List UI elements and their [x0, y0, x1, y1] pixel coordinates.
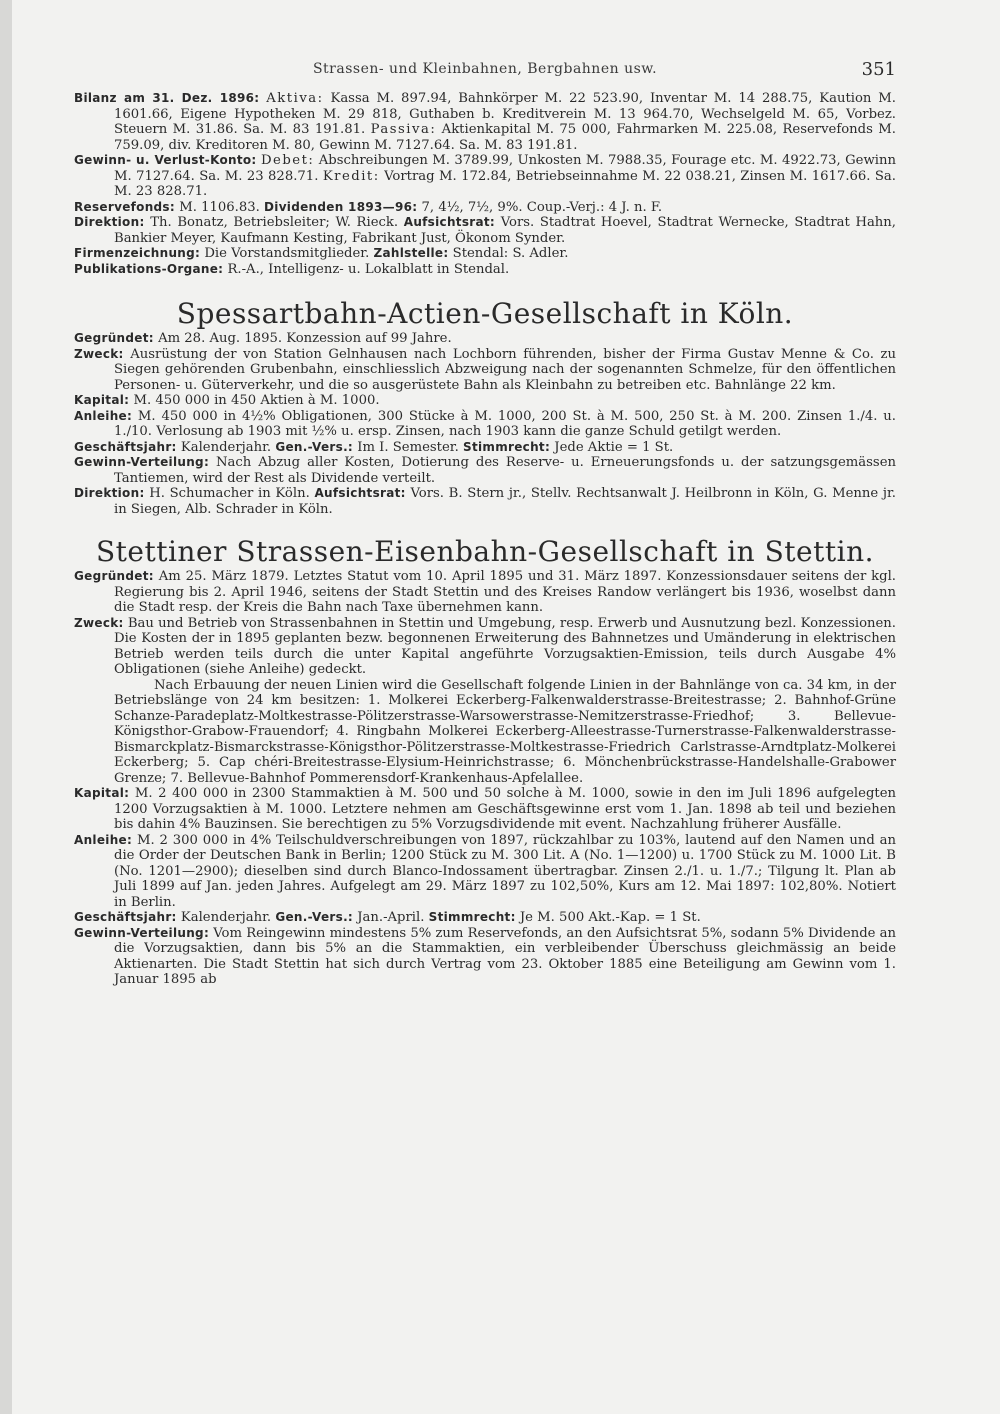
anleihe-text: M. 2 300 000 in 4% Teilschuldverschreibungen von 1897, rückzahlbar zu 103%, lautend auf den Namen und an die Order der Deutschen Bank in Berlin; 1200 Stück zu M. 300 Lit. A (No. 1—1200) u. 1700 Stück zu M. 1000 Lit. B (No. 1201—2900); dieselben sind durch Blanco-Indossament übertragbar. Zinsen 2./1. u. 1./7.; Tilgung lt. Plan ab Juli 1899 auf Jan. jeden Jahres. Aufgelegt am 29. März 1897 zu 102,50%, Kurs am 12. Mai 1897: 102,80%. Notiert in Berlin.: [114, 832, 896, 910]
gj-text: Kalenderjahr.: [180, 439, 272, 455]
stettin-kapital: [74, 786, 896, 833]
aufsichtsrat-label: Aufsichtsrat:: [403, 215, 496, 229]
dividenden-text: 7, 4½, 7½, 9%. Coup.-Verj.: 4 J. n. F.: [421, 199, 663, 215]
zweck-label: Zweck:: [74, 346, 124, 361]
spessart-kapital: [74, 393, 896, 409]
anleihe-label: Anleihe:: [74, 832, 133, 847]
firmen-text: Die Vorstandsmitglieder.: [204, 246, 370, 261]
stimmrecht-label: Stimmrecht:: [428, 910, 516, 924]
spessart-zweck: [74, 347, 896, 394]
kredit-text: Vortrag M. 172.84, Betriebseinnahme M. 22 038.21, Zinsen M. 1617.66. Sa. M. 23 828.71.: [114, 168, 896, 199]
gewinn-label: Gewinn-Verteilung:: [74, 455, 210, 469]
gj-label: Geschäftsjahr:: [74, 439, 177, 454]
anleihe-label: Anleihe:: [74, 408, 133, 423]
stimmrecht-text: Je M. 500 Akt.-Kap. = 1 St.: [519, 910, 701, 925]
gj-text: Kalenderjahr.: [180, 910, 272, 925]
spessart-gegruendet: [74, 331, 896, 347]
gegruendet-text: Am 25. März 1879. Letztes Statut vom 10. April 1895 und 31. März 1897. Konzessionsdauer seitens der kgl. Regierung bis 2. April 1946, seitens der Stadt Stettin und des Kreises Randow verlängert bis 1936, woselbst dann die Stadt resp. der Kreis die Bahn nach Taxe übernehmen kann.: [114, 569, 896, 615]
publikation-text: R.-A., Intelligenz- u. Lokalblatt in Stendal.: [227, 261, 510, 277]
firmen-label: Firmenzeichnung:: [74, 246, 201, 260]
gv-text: Im I. Semester.: [357, 439, 459, 455]
zweck-text: Ausrüstung der von Station Gelnhausen nach Lochborn führenden, bisher der Firma Gustav Menne & Co. zu Siegen gehörenden Grubenbahn, einschliesslich Abzweigung nach der sogenannten Schmelze, für den öffentlichen Personen- u. Güterverkehr, und die so ausgerüstete Bahn als Kleinbahn zu betreiben etc. Bahnlänge 22 km.: [114, 346, 896, 393]
gewinn-label: Gewinn-Verteilung:: [74, 925, 210, 940]
spessart-gewinn: [74, 455, 896, 486]
aktiva-label: Aktiva:: [266, 91, 324, 106]
aktiva-text: Kassa M. 897.94, Bahnkörper M. 22 523.90, Inventar M. 14 288.75, Kaution M. 1601.66, Eigene Hypotheken M. 29 818, Guthaben b. Kreditverein M. 13 964.70, Wechselgeld M. 65, Vorbez. Steuern M. 31.86. Sa. M. 83 191.81.: [114, 91, 896, 137]
spessart-anleihe: [74, 409, 896, 440]
zahlstelle-text: Stendal: S. Adler.: [452, 246, 569, 261]
bilanz-entry: [74, 91, 896, 153]
prev-company-section: [74, 91, 896, 277]
spessart-direktion: [74, 486, 896, 517]
spessart-geschaeftsjahr: [74, 440, 896, 456]
page-number: 351: [861, 59, 896, 80]
aufsichtsrat-label: Aufsichtsrat:: [314, 486, 406, 500]
zahlstelle-label: Zahlstelle:: [373, 246, 449, 260]
direktion-label: Direktion:: [74, 215, 145, 229]
gewinn-text: Vom Reingewinn mindestens 5% zum Reservefonds, an den Aufsichtsrat 5%, sodann 5% Dividende an die Vorzugsaktien, dann bis 5% an die Stammaktien, ein verbleibender Überschuss gleichmässig an beide Aktienarten. Die Stadt Stettin hat sich durch Vertrag vom 23. Oktober 1885 eine Beteiligung am Gewinn vom 1. Januar 1895 ab: [114, 925, 896, 987]
stimmrecht-text: Jede Aktie = 1 St.: [554, 439, 674, 455]
passiva-text: Aktienkapital M. 75 000, Fahrmarken M. 225.08, Reservefonds M. 759.09, div. Kreditoren M. 80, Gewinn M. 7127.64. Sa. M. 83 191.81.: [114, 122, 896, 153]
dividenden-label: Dividenden 1893—96:: [264, 199, 418, 214]
stettin-gegruendet: [74, 569, 896, 616]
stettin-lines-paragraph: Nach Erbauung der neuen Linien wird die Gesellschaft folgende Linien in der Bahnlänge von ca. 34 km, in der Betriebslänge von 24 km besitzen: 1. Molkerei Eckerberg-Falkenwalderstrasse-Breitestrasse; 2. Bahnhof-Grüne Schanze-Paradeplatz-Moltkestrasse-Pölitzerstrasse-Warsowerstrasse-Nemitzerstrasse-Friedhof; 3. Bellevue-Königsthor-Grabow-Frauendorf; 4. Ringbahn Molkerei Eckerberg-Alleestrasse-Turnerstrasse-Falkenwalderstrasse-Bismarckplatz-Bismarckstrasse-Königsthor-Pölitzerstrasse-Moltkestrasse-Friedrich Carlstrasse-Arndtplatz-Molkerei Eckerberg; 5. Cap chéri-Breitestrasse-Elysium-Heinrichstrasse; 6. Mönchenbrückstrasse-Handelshalle-Grabower Grenze; 7. Bellevue-Bahnhof Pommerensdorf-Krankenhaus-Apfelallee.: [114, 677, 896, 786]
gv-text: Jan.-April.: [357, 910, 425, 925]
running-title: Strassen- und Kleinbahnen, Bergbahnen usw.: [312, 61, 658, 77]
gv-label: Gen.-Vers.:: [275, 439, 354, 454]
reserve-text: M. 1106.83.: [179, 199, 260, 215]
kapital-text: M. 2 400 000 in 2300 Stammaktien à M. 500 und 50 solche à M. 1000, sowie in den im Juli 1896 aufgelegten 1200 Vorzugsaktien à M. 1000. Letztere nehmen am Geschäftsgewinne erst vom 1. Jan. 1898 ab teil und beziehen bis dahin 4% Bauzinsen. Sie berechtigen zu 5% Vorzugsdividende mit event. Nachzahlung früherer Ausfälle.: [114, 786, 896, 832]
debet-label: Debet:: [260, 153, 315, 168]
zweck-label: Zweck:: [74, 615, 124, 630]
page: [74, 55, 896, 988]
firmen-entry: [74, 246, 896, 262]
gv-konto-label: Gewinn- u. Verlust-Konto:: [74, 153, 257, 167]
bilanz-label: Bilanz am 31. Dez. 1896:: [74, 91, 260, 105]
direktion-entry: [74, 215, 896, 246]
anleihe-text: M. 450 000 in 4½% Obligationen, 300 Stücke à M. 1000, 200 St. à M. 500, 250 St. à M. 200. Zinsen 1./4. u. 1./10. Verlosung ab 1903 mit ½% u. ersp. Zinsen, nach 1903 kann die ganze Schuld getilgt werden.: [114, 408, 896, 439]
gegruendet-label: Gegründet:: [74, 569, 154, 583]
stettin-geschaeftsjahr: [74, 910, 896, 926]
kredit-label: Kredit:: [322, 168, 380, 184]
reserve-dividend-entry: [74, 200, 896, 216]
spessart-section: [74, 297, 896, 517]
kapital-label: Kapital:: [74, 393, 130, 407]
direktion-text: H. Schumacher in Köln.: [149, 486, 310, 501]
stettin-zweck: [74, 616, 896, 678]
gegruendet-text: Am 28. Aug. 1895. Konzession auf 99 Jahre.: [158, 331, 452, 346]
running-head: [74, 55, 896, 83]
stettin-anleihe: [74, 833, 896, 911]
gv-label: Gen.-Vers.:: [275, 910, 354, 924]
stettin-title: Stettiner Strassen-Eisenbahn-Gesellschaft in Stettin.: [95, 535, 875, 568]
zweck-text: Bau und Betrieb von Strassenbahnen in Stettin und Umgebung, resp. Erwerb und Ausnutzung bezl. Konzessionen. Die Kosten der in 1895 geplanten bezw. begonnenen Erweiterung des Bahnnetzes und Umänderung in elektrischen Betrieb werden teils durch die unter Kapital angeführte Vorzugsaktien-Emission, teils durch Ausgabe 4% Obligationen (siehe Anleihe) gedeckt.: [114, 615, 896, 677]
direktion-label: Direktion:: [74, 486, 145, 500]
page-edge-shadow: [0, 0, 12, 1414]
kapital-text: M. 450 000 in 450 Aktien à M. 1000.: [133, 393, 380, 408]
spessart-title: Spessartbahn-Actien-Gesellschaft in Köln.: [176, 297, 794, 330]
aufsichtsrat-text: Vors. Stadtrat Hoevel, Stadtrat Wernecke, Stadtrat Hahn, Bankier Meyer, Kaufmann Kesting, Fabrikant Just, Ökonom Synder.: [114, 215, 896, 246]
gegruendet-label: Gegründet:: [74, 331, 154, 345]
publikation-label: Publikations-Organe:: [74, 261, 224, 276]
gewinn-text: Nach Abzug aller Kosten, Dotierung des Reserve- u. Erneuerungsfonds u. der satzungsgemässen Tantiemen, wird der Rest als Dividende verteilt.: [114, 455, 896, 486]
direktion-text: Th. Bonatz, Betriebsleiter; W. Rieck.: [150, 215, 399, 230]
reserve-label: Reservefonds:: [74, 199, 175, 214]
publikation-entry: [74, 262, 896, 278]
stettin-section: [74, 535, 896, 988]
aufsichtsrat-text: Vors. B. Stern jr., Stellv. Rechtsanwalt J. Heilbronn in Köln, G. Menne jr. in Siegen, Alb. Schrader in Köln.: [114, 486, 896, 517]
debet-text: Abschreibungen M. 3789.99, Unkosten M. 7988.35, Fourage etc. M. 4922.73, Gewinn M. 7127.64. Sa. M. 23 828.71.: [114, 153, 896, 184]
passiva-label: Passiva:: [370, 122, 437, 137]
stimmrecht-label: Stimmrecht:: [463, 439, 551, 454]
stettin-gewinn: [74, 926, 896, 988]
gv-konto-entry: [74, 153, 896, 200]
gj-label: Geschäftsjahr:: [74, 910, 177, 924]
kapital-label: Kapital:: [74, 786, 130, 800]
